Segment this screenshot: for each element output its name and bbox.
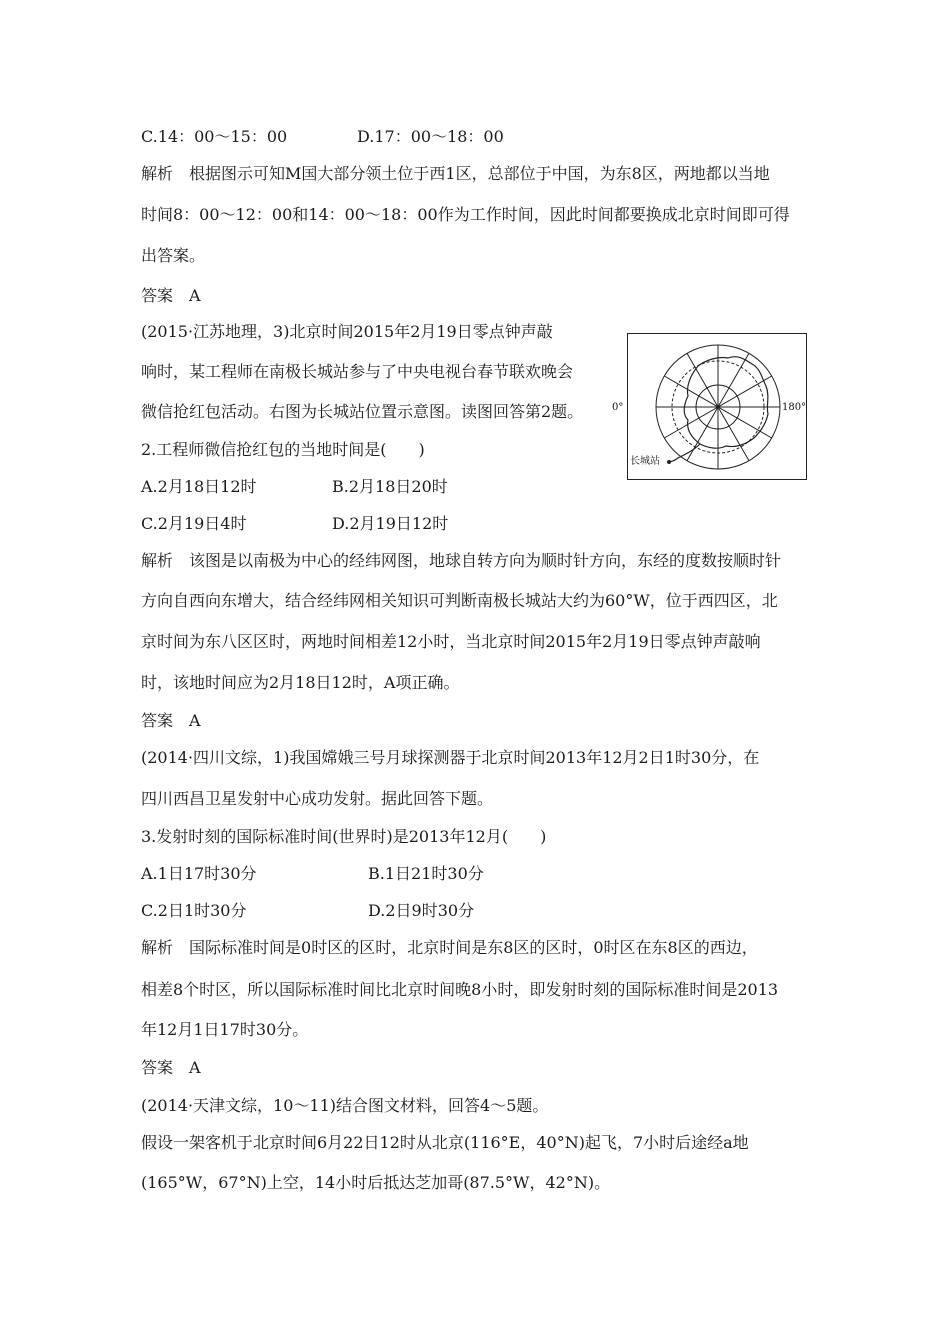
q2-intro-line-1: (2015·江苏地理，3)北京时间2015年2月19日零点钟声敲 <box>141 322 553 341</box>
q2-analysis-line-3: 京时间为东八区区时，两地时间相差12小时，当北京时间2015年2月19日零点钟声敲响 <box>141 632 761 651</box>
answer-label: 答案 <box>141 711 174 730</box>
q2-option-a: A.2月18日12时 <box>141 477 257 496</box>
q1-option-d: D.17：00～18：00 <box>357 127 504 146</box>
q4-intro-line-1: (2014·天津文综，10～11)结合图文材料，回答4～5题。 <box>141 1096 549 1115</box>
q3-intro-line-1: (2014·四川文综，1)我国嫦娥三号月球探测器于北京时间2013年12月2日1时30分，在 <box>141 748 760 767</box>
q4-intro-line-2: 假设一架客机于北京时间6月22日12时从北京(116°E，40°N)起飞，7小时后途经a地 <box>141 1133 749 1152</box>
label-180-degree: 180° <box>782 402 807 413</box>
great-wall-station-map <box>612 333 807 480</box>
q3-analysis-line-1 <box>141 938 758 958</box>
analysis-text: 国际标准时间是0时区的区时，北京时间是东8区的区时，0时区在东8区的西边， <box>189 938 758 957</box>
q1-option-c: C.14：00～15：00 <box>141 127 288 146</box>
q2-answer <box>141 711 201 731</box>
analysis-label: 解析 <box>141 164 174 183</box>
q3-stem: 3.发射时刻的国际标准时间(世界时)是2013年12月( ) <box>141 827 547 846</box>
q3-option-d: D.2日9时30分 <box>368 901 475 920</box>
q3-option-c: C.2日1时30分 <box>141 901 247 920</box>
q3-analysis-line-2: 相差8个时区，所以国际标准时间比北京时间晚8小时，即发射时刻的国际标准时间是2013 <box>141 980 779 999</box>
q1-analysis-line-2: 时间8：00～12：00和14：00～18：00作为工作时间，因此时间都要换成北京时间即可得 <box>141 205 790 224</box>
answer-label: 答案 <box>141 1058 174 1077</box>
q4-intro-line-3: (165°W，67°N)上空，14小时后抵达芝加哥(87.5°W，42°N)。 <box>141 1173 611 1192</box>
q2-intro-line-3: 微信抢红包活动。右图为长城站位置示意图。读图回答第2题。 <box>141 402 584 421</box>
station-marker <box>667 460 671 464</box>
q2-option-c: C.2月19日4时 <box>141 514 247 533</box>
analysis-label: 解析 <box>141 551 174 570</box>
answer-value: A <box>189 711 201 730</box>
answer-label: 答案 <box>141 286 174 305</box>
answer-value: A <box>189 286 201 305</box>
q3-answer <box>141 1058 201 1078</box>
q2-option-d: D.2月19日12时 <box>332 514 449 533</box>
label-great-wall-station: 长城站 <box>630 456 660 467</box>
q1-answer <box>141 286 201 306</box>
q2-option-b: B.2月18日20时 <box>332 477 448 496</box>
q1-analysis-line-3: 出答案。 <box>141 246 206 265</box>
q2-analysis-line-2: 方向自西向东增大，结合经纬网相关知识可判断南极长城站大约为60°W，位于西四区，北 <box>141 591 778 610</box>
answer-value: A <box>189 1058 201 1077</box>
q1-analysis-line-1 <box>141 164 770 184</box>
q3-option-a: A.1日17时30分 <box>141 864 257 883</box>
q3-analysis-line-3: 年12月1日17时30分。 <box>141 1020 309 1039</box>
q3-intro-line-2: 四川西昌卫星发射中心成功发射。据此回答下题。 <box>141 789 494 808</box>
q3-option-b: B.1日21时30分 <box>368 864 484 883</box>
q2-analysis-line-1 <box>141 551 781 571</box>
q2-analysis-line-4: 时，该地时间应为2月18日12时，A项正确。 <box>141 673 460 692</box>
q2-stem: 2.工程师微信抢红包的当地时间是( ) <box>141 440 425 459</box>
analysis-text: 根据图示可知M国大部分领土位于西1区，总部位于中国，为东8区，两地都以当地 <box>189 164 770 183</box>
q2-intro-line-2: 响时，某工程师在南极长城站参与了中央电视台春节联欢晚会 <box>141 362 574 381</box>
analysis-text: 该图是以南极为中心的经纬网图，地球自转方向为顺时针方向，东经的度数按顺时针 <box>189 551 782 570</box>
analysis-label: 解析 <box>141 938 174 957</box>
label-0-degree: 0° <box>612 402 624 413</box>
